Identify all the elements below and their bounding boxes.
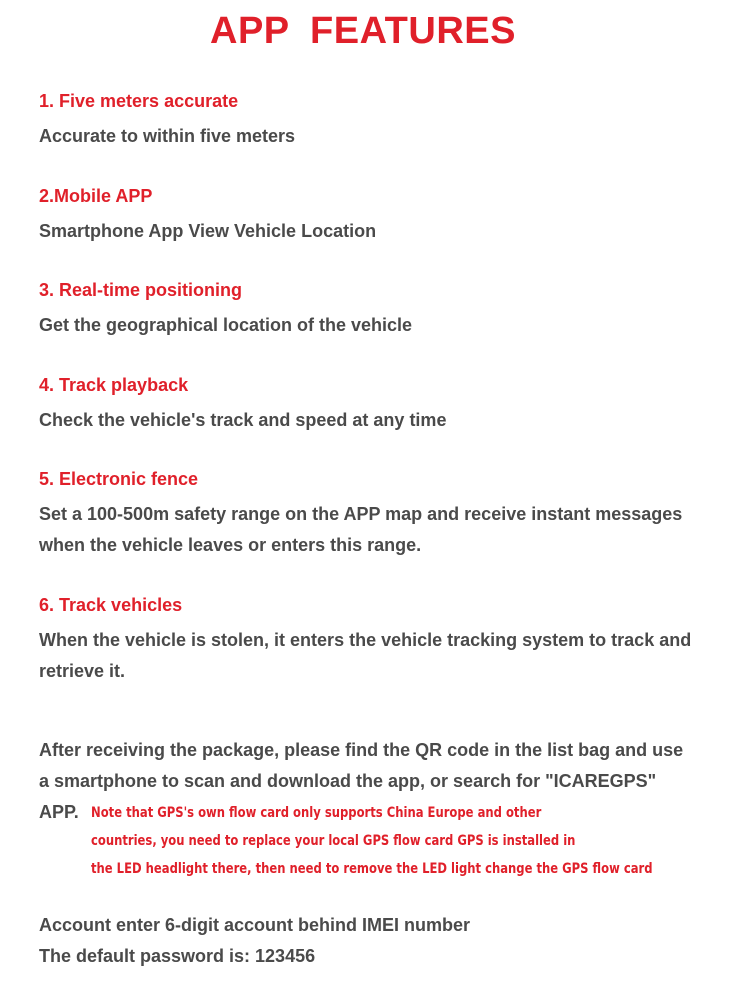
feature-item — [39, 595, 691, 687]
feature-description: Check the vehicle's track and speed at any time — [39, 410, 447, 430]
flow-card-note — [91, 799, 653, 883]
instructions-line: APP. — [39, 802, 79, 822]
feature-description-line: retrieve it. — [39, 661, 126, 681]
note-line: Note that GPS's own flow card only supports China Europe and other — [91, 805, 542, 821]
note-line: the LED headlight there, then need to remove the LED light change the GPS flow card — [91, 861, 653, 877]
feature-heading: 1. Five meters accurate — [39, 91, 239, 111]
feature-heading: 4. Track playback — [39, 375, 189, 395]
page-title: APP FEATURES — [210, 10, 516, 52]
feature-heading: 3. Real-time positioning — [39, 280, 243, 300]
feature-description: Accurate to within five meters — [39, 126, 296, 146]
feature-description-line: Set a 100-500m safety range on the APP map and receive instant messages — [39, 504, 683, 524]
note-line: countries, you need to replace your local GPS flow card GPS is installed in — [91, 833, 576, 849]
feature-item — [39, 375, 446, 436]
account-info — [39, 910, 470, 972]
feature-heading: 2.Mobile APP — [39, 186, 153, 206]
feature-description — [39, 625, 691, 687]
feature-item — [39, 280, 412, 341]
password-line: The default password is: 123456 — [39, 946, 316, 966]
feature-description — [39, 499, 682, 561]
feature-item — [39, 469, 682, 561]
feature-item — [39, 186, 376, 247]
feature-heading: 5. Electronic fence — [39, 469, 199, 489]
instructions-line: After receiving the package, please find the QR code in the list bag and use — [39, 740, 684, 760]
feature-description: Smartphone App View Vehicle Location — [39, 221, 377, 241]
feature-heading: 6. Track vehicles — [39, 595, 183, 615]
feature-description-line: when the vehicle leaves or enters this range. — [39, 535, 422, 555]
account-line: Account enter 6-digit account behind IMEI number — [39, 915, 471, 935]
instructions-line: a smartphone to scan and download the app, or search for "ICAREGPS" — [39, 771, 657, 791]
feature-item — [39, 91, 295, 152]
feature-description: Get the geographical location of the vehicle — [39, 315, 413, 335]
feature-description-line: When the vehicle is stolen, it enters the vehicle tracking system to track and — [39, 630, 692, 650]
